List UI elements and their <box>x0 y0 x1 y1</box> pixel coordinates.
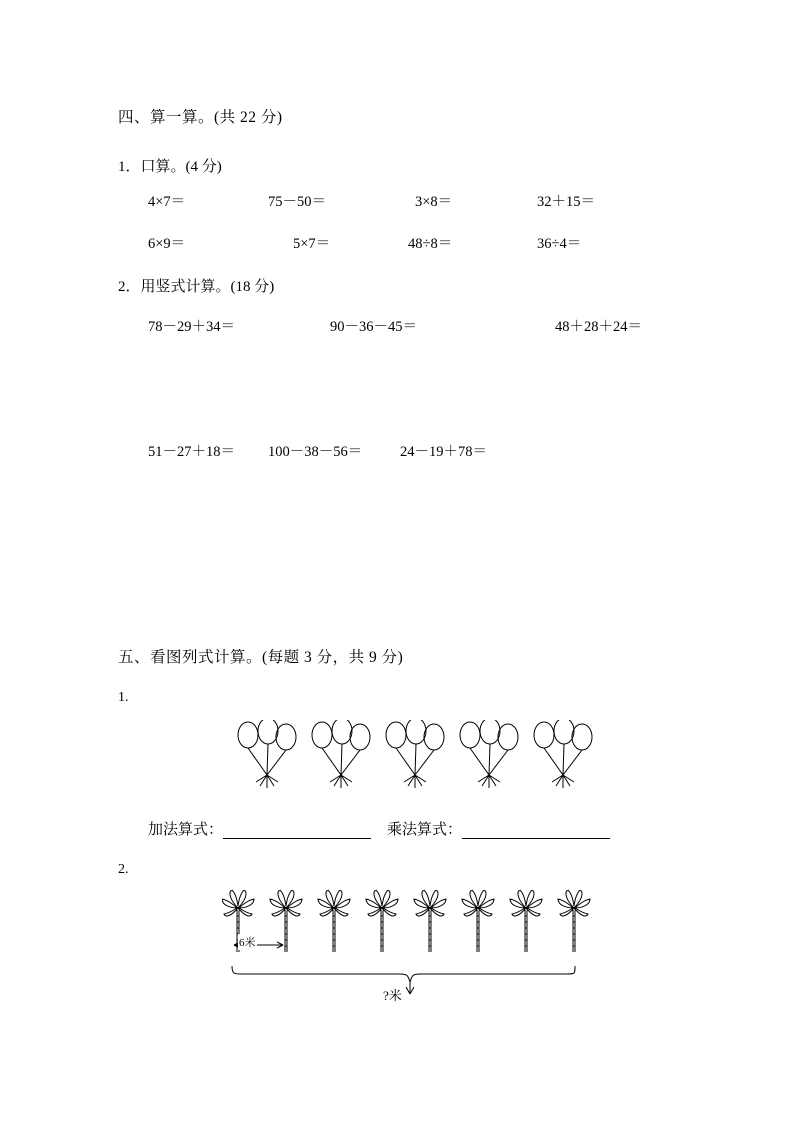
multiplication-formula-label: 乘法算式： <box>387 822 463 838</box>
vertical-expr-2: 90－36－45＝ <box>330 319 417 335</box>
section-5-title: 五、看图列式计算。(每题 3 分，共 9 分) <box>118 649 404 666</box>
multiplication-formula-blank[interactable] <box>462 823 610 839</box>
item-2-number: 2. <box>118 862 129 877</box>
addition-formula-blank[interactable] <box>223 823 371 839</box>
vertical-expr-6: 24－19＋78＝ <box>400 444 487 460</box>
vertical-expr-5: 100－38－56＝ <box>268 444 363 460</box>
oral-expr-1: 4×7＝ <box>148 194 186 210</box>
section-4-title: 四、算一算。(共 22 分) <box>118 109 283 126</box>
addition-formula-label: 加法算式： <box>148 822 224 838</box>
oral-expr-8: 36÷4＝ <box>537 236 582 252</box>
oral-expr-4: 32＋15＝ <box>537 194 595 210</box>
oral-expr-3: 3×8＝ <box>415 194 453 210</box>
question-2-label: 2．用竖式计算。(18 分) <box>118 279 275 295</box>
item-1-number: 1. <box>118 690 129 705</box>
oral-expr-7: 48÷8＝ <box>408 236 453 252</box>
oral-expr-6: 5×7＝ <box>293 236 331 252</box>
vertical-expr-3: 48＋28＋24＝ <box>555 319 642 335</box>
item-1-answer-row <box>148 818 610 839</box>
oral-expr-2: 75－50＝ <box>268 194 326 210</box>
balloons-illustration <box>228 720 608 800</box>
segment-length-label: 6米 <box>238 934 257 950</box>
oral-expr-5: 6×9＝ <box>148 236 186 252</box>
vertical-expr-4: 51－27＋18＝ <box>148 444 235 460</box>
trees-illustration <box>222 890 592 1015</box>
total-length-label: ?米 <box>383 988 402 1003</box>
vertical-expr-1: 78－29＋34＝ <box>148 319 235 335</box>
question-1-label: 1．口算。(4 分) <box>118 159 222 175</box>
